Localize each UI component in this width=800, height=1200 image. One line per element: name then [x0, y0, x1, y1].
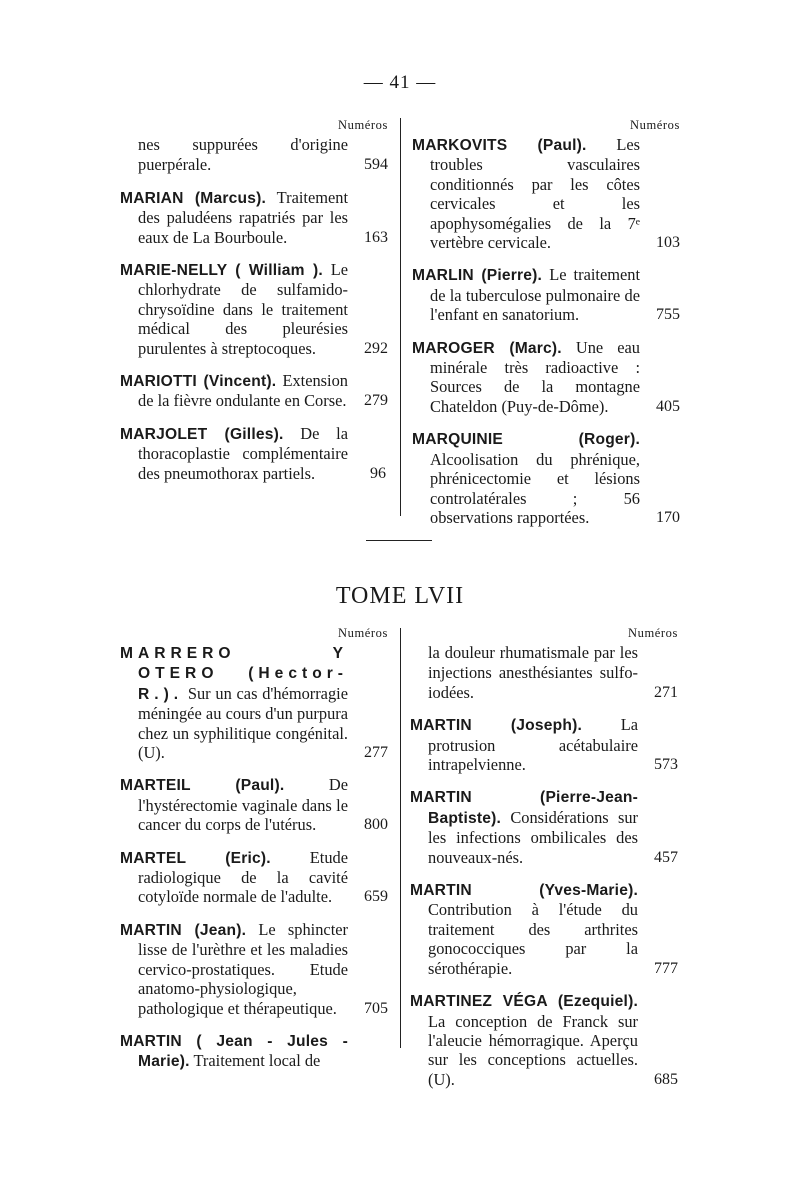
- author-name: MARIOTTI (Vincent).: [120, 373, 277, 391]
- entry-number: 573: [654, 756, 678, 774]
- index-entry: [120, 188, 388, 247]
- entry-title: La protrusion acétabulaire intrapelvienne.: [428, 715, 638, 775]
- author-name: MARKOVITS (Paul).: [412, 137, 587, 154]
- entry-title: Considérations sur les infections ombilicales des nouveaux-nés.: [428, 807, 638, 867]
- author-name: MARTIN ( Jean - Jules - Marie).: [120, 1032, 348, 1071]
- entry-title: De l'hystérectomie vaginale dans le cancer du corps de l'utérus.: [138, 775, 348, 835]
- index-entry: [410, 787, 678, 867]
- entry-title: La conception de Franck sur l'aleucie hémorragique. Aperçu sur les conceptions actuelles. (U).: [428, 1011, 638, 1089]
- index-entry: [120, 643, 388, 762]
- index-entry: [120, 1031, 388, 1072]
- entry-number: 279: [364, 392, 388, 410]
- entry-number: 659: [364, 888, 388, 906]
- index-entry: MARJOLET (Gilles). De la thoracoplastie complémentaire des pneumothorax partiels. 96: [120, 423, 386, 483]
- entry-title: Le chlorhydrate de sulfamido-chrysoïdine dans le traitement médical des pleurésies purulentes à streptocoques.: [138, 260, 348, 358]
- entry-title: Le traitement de la tuberculose pulmonaire de l'enfant en sanatorium.: [430, 265, 640, 325]
- entry-number: 685: [654, 1070, 678, 1088]
- bottom-right-column: [410, 624, 678, 1089]
- entry-number: 594: [364, 156, 388, 174]
- entry-number: 755: [656, 306, 680, 324]
- author-name: MARIAN (Marcus).: [120, 189, 267, 207]
- index-entry: [120, 775, 388, 834]
- index-entry: [412, 135, 680, 252]
- entry-number: 405: [656, 397, 680, 415]
- entry-title: Une eau minérale très radioactive : Sources de la montagne Chateldon (Puy-de-Dôme).: [430, 337, 640, 416]
- author-name: MARLIN (Pierre).: [412, 267, 543, 285]
- entry-number: 271: [654, 683, 678, 701]
- index-entry: [412, 265, 680, 324]
- entry-title: Sur un cas d'hémorragie méningée au cours d'un purpura chez un syphilitique congénital. (U).: [138, 683, 348, 763]
- author-name: MARTINEZ VÉGA (Ezequiel).: [410, 993, 638, 1011]
- index-entry: [120, 848, 388, 907]
- top-right-column: [412, 116, 680, 540]
- author-name: MARTIN (Joseph).: [410, 717, 583, 735]
- entry-number: 163: [364, 228, 388, 246]
- index-entry: [120, 260, 388, 358]
- entry-title: Les troubles vasculaires conditionnés par les côtes cervicales et les apophysomégalies de la 7ᵉ vertèbre cervicale.: [430, 135, 640, 253]
- index-entry: [412, 429, 680, 527]
- author-name: MARTIN (Jean).: [120, 921, 247, 939]
- entry-number: 777: [654, 959, 678, 977]
- index-entry: [412, 338, 680, 417]
- author-name: MARTIN (Pierre-Jean-Baptiste).: [410, 789, 638, 827]
- entry-number: 277: [364, 744, 388, 762]
- entry-title: nes suppurées d'origine puerpérale.: [138, 135, 348, 175]
- entry-title: Traitement des paludéens rapatriés par les eaux de La Bourboule.: [138, 187, 348, 247]
- author-name: MARJOLET (Gilles).: [120, 425, 284, 443]
- numeros-header: Numéros: [337, 118, 388, 132]
- entry-title: Etude radiologique de la cavité cotyloïde normale de l'adulte.: [138, 847, 348, 907]
- numeros-header: Numéros: [337, 626, 388, 640]
- column-separator: [400, 118, 401, 516]
- entry-title: Le sphincter lisse de l'urèthre et les maladies cervico-prostatiques. Etude anatomo-physiologique, pathologique et thérapeutique.: [138, 919, 348, 1018]
- entry-number: 292: [364, 339, 388, 357]
- entry-number: 170: [656, 508, 680, 526]
- entry-title: Contribution à l'étude du traitement des arthrites gonococciques par la sérothérapie.: [428, 900, 638, 978]
- page-number: — 41 —: [363, 72, 437, 93]
- bottom-left-column: [120, 624, 388, 1072]
- entry-title: Alcoolisation du phrénique, phrénicectomie et lésions controlatérales ; 56 observations rapportées.: [430, 449, 640, 527]
- index-entry: [410, 715, 678, 774]
- author-name: MARIE-NELLY ( William ).: [120, 262, 323, 280]
- entry-title: Extension de la fièvre ondulante en Corse.: [138, 371, 348, 411]
- tome-title: TOME LVII: [335, 583, 465, 609]
- index-entry: [410, 880, 678, 978]
- numeros-header: Numéros: [627, 626, 678, 640]
- column-separator: [400, 628, 401, 1048]
- entry-number: 457: [654, 848, 678, 866]
- section-divider: [366, 540, 432, 541]
- author-name: MARTEL (Eric).: [120, 849, 271, 867]
- entry-title: De la thoracoplastie complémentaire des pneumothorax partiels.: [138, 423, 348, 483]
- author-name: MAROGER (Marc).: [412, 339, 562, 357]
- author-name: MARQUINIE (Roger).: [412, 431, 640, 449]
- entry-number: 800: [364, 816, 388, 834]
- entry-number: 103: [656, 234, 680, 252]
- entry-number: 705: [364, 999, 388, 1017]
- author-name: MARRERO Y OTERO (Hector-R.).: [120, 645, 348, 703]
- entry-title: Traitement local de: [193, 1051, 321, 1071]
- index-entry: [120, 920, 388, 1018]
- author-name: MARTIN (Yves-Marie).: [410, 882, 638, 900]
- index-entry: [410, 643, 678, 702]
- index-entry: [120, 371, 388, 411]
- entry-title: la douleur rhumatismale par les injections anesthésiantes sulfo-iodées.: [428, 643, 638, 702]
- top-left-column: [120, 116, 388, 496]
- author-name: MARTEIL (Paul).: [120, 777, 285, 795]
- index-entry: [120, 135, 388, 175]
- numeros-header: Numéros: [629, 118, 680, 132]
- index-entry: [410, 991, 678, 1089]
